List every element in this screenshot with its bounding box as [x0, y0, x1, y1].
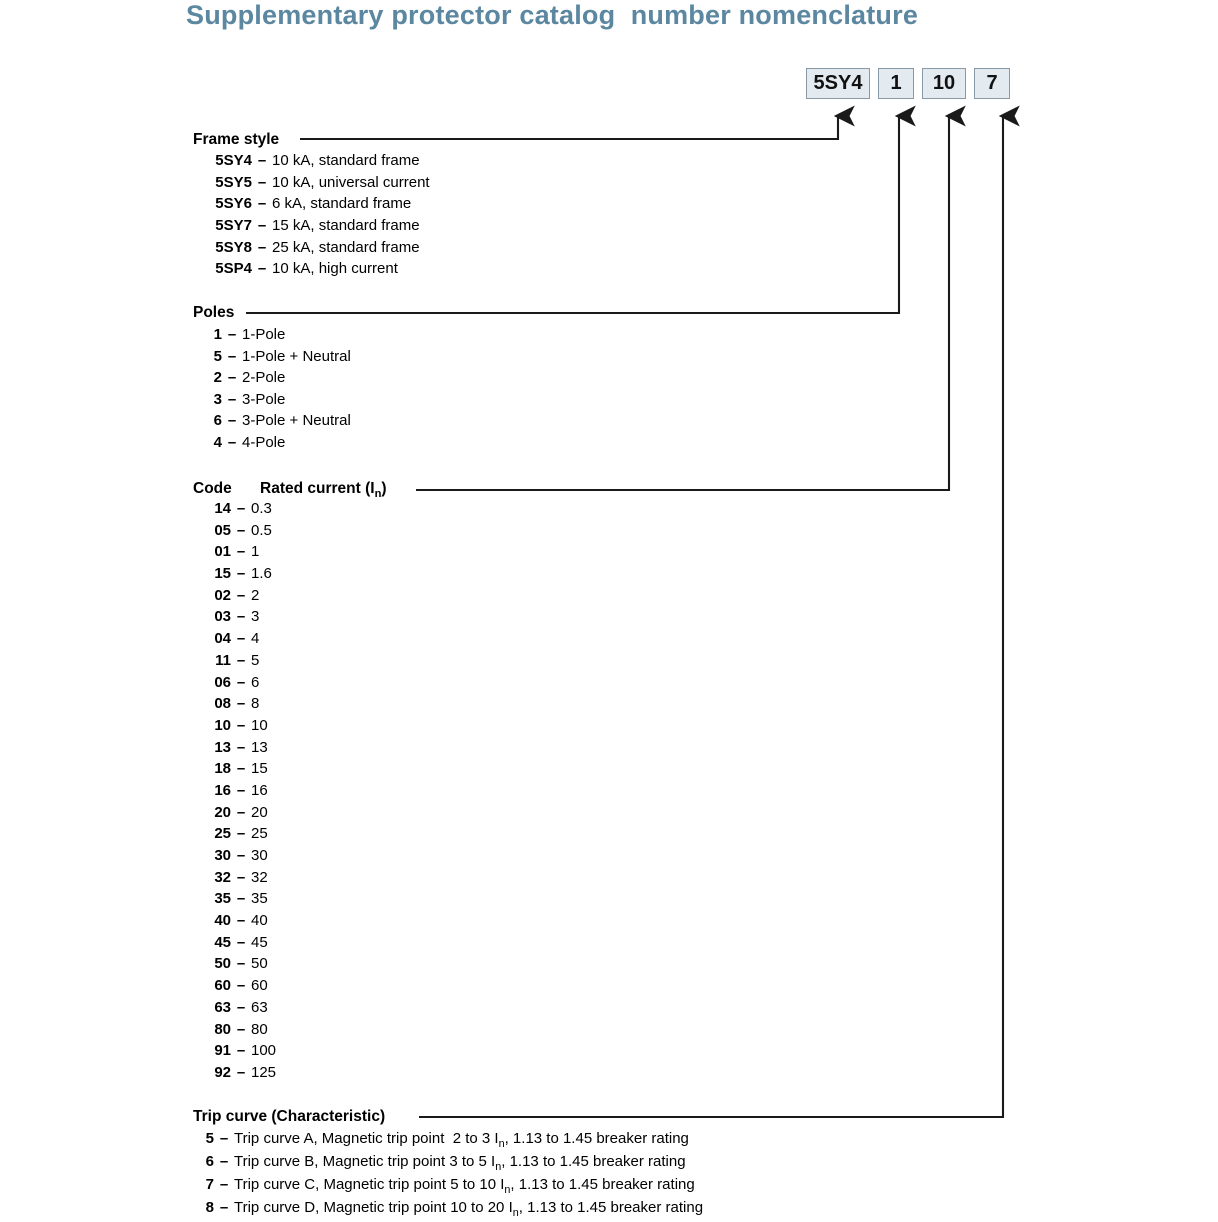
row-dash: –: [227, 412, 237, 430]
row-code: 5SY7: [215, 217, 252, 235]
row-value-post: , 1.13 to 1.45 breaker rating: [501, 1153, 686, 1170]
list-item: [205, 674, 276, 696]
row-code: 5SY6: [215, 195, 252, 213]
row-value: 50: [251, 955, 268, 973]
row-dash: –: [236, 500, 246, 517]
row-dash: –: [236, 716, 246, 734]
row-value: 80: [251, 1020, 268, 1038]
list-item: [205, 977, 276, 999]
list-item: [210, 391, 351, 413]
row-dash: –: [236, 781, 246, 799]
row-value: 8: [251, 695, 260, 713]
row-dash: –: [236, 998, 246, 1016]
row-code: 50: [214, 955, 231, 973]
list-item: [205, 739, 276, 761]
row-code: 91: [214, 1042, 231, 1060]
section-title-trip-curve: Trip curve (Characteristic): [193, 1108, 386, 1125]
row-value: [234, 1153, 686, 1173]
list-item: [205, 652, 276, 674]
row-code: 10: [214, 716, 231, 734]
list-item: [205, 847, 276, 869]
row-value: 1-Pole: [242, 326, 286, 343]
row-code: 02: [214, 586, 231, 604]
row-value: 10 kA, high current: [272, 260, 398, 278]
row-dash: –: [236, 868, 246, 886]
list-item: [210, 348, 351, 370]
poles-rows: [210, 326, 351, 456]
row-value-pre: Trip curve B, Magnetic trip point 3 to 5 I: [234, 1153, 496, 1170]
row-code: 30: [214, 847, 231, 864]
list-item: [205, 1042, 276, 1064]
row-dash: –: [236, 543, 246, 561]
row-dash: –: [227, 433, 237, 451]
row-code: 18: [214, 760, 231, 778]
row-code: 11: [215, 651, 231, 669]
row-code: 25: [214, 825, 231, 843]
row-value-pre: Trip curve C, Magnetic trip point 5 to 10 I: [234, 1176, 505, 1193]
list-item: [205, 695, 276, 717]
row-value: 20: [251, 803, 268, 821]
row-code: 80: [214, 1020, 231, 1038]
rated-current-rows: [205, 500, 276, 1086]
row-value: 0.5: [251, 521, 272, 539]
row-code: 40: [214, 912, 231, 930]
list-item: [210, 217, 430, 239]
catalog-box-poles: 1: [878, 68, 914, 99]
list-item: [205, 522, 276, 544]
row-code: 13: [214, 738, 231, 756]
row-value: 30: [251, 847, 268, 864]
row-dash: –: [236, 955, 246, 973]
row-dash: –: [236, 825, 246, 843]
row-code: 4: [213, 433, 222, 451]
list-item: [210, 239, 430, 261]
frame-style-rows: [210, 152, 430, 282]
row-code: 32: [214, 868, 231, 886]
row-value: 3-Pole + Neutral: [242, 412, 351, 430]
row-code: 5SY4: [215, 152, 252, 169]
row-value-pre: Trip curve D, Magnetic trip point 10 to 20 I: [234, 1199, 513, 1216]
row-dash: –: [236, 521, 246, 539]
list-item: [210, 434, 351, 456]
catalog-number-boxes: [806, 68, 1010, 99]
list-item: [205, 912, 276, 934]
row-code: 5: [205, 1130, 214, 1147]
list-item: [205, 869, 276, 891]
row-code: 03: [214, 608, 231, 626]
row-code: 06: [214, 673, 231, 691]
row-dash: –: [236, 630, 246, 648]
list-item: [205, 565, 276, 587]
row-code: 1: [213, 326, 222, 343]
list-item: [200, 1153, 703, 1176]
row-value-post: , 1.13 to 1.45 breaker rating: [510, 1176, 695, 1193]
row-code: 60: [214, 977, 231, 995]
list-item: [205, 717, 276, 739]
row-dash: –: [227, 347, 237, 365]
row-code: 5SP4: [215, 260, 252, 278]
row-dash: –: [236, 912, 246, 930]
row-code: 35: [214, 890, 231, 908]
row-value-subscript: n: [512, 1207, 519, 1219]
row-dash: –: [257, 195, 267, 213]
list-item: [210, 326, 351, 348]
row-code: 8: [205, 1199, 214, 1216]
row-dash: –: [236, 651, 246, 669]
row-value: 3-Pole: [242, 390, 286, 408]
row-code: 45: [214, 933, 231, 951]
row-value: 10 kA, standard frame: [272, 152, 420, 169]
row-value: [234, 1130, 689, 1150]
row-value: 1: [251, 543, 260, 561]
row-dash: –: [257, 260, 267, 278]
row-value: 0.3: [251, 500, 272, 517]
row-value: 2-Pole: [242, 369, 286, 387]
row-value-subscript: n: [498, 1138, 505, 1150]
row-value: 35: [251, 890, 268, 908]
row-code: 2: [213, 369, 222, 387]
row-code: 14: [214, 500, 231, 517]
list-item: [200, 1199, 703, 1222]
trip-curve-rows: [200, 1130, 703, 1222]
row-dash: –: [219, 1130, 229, 1147]
row-dash: –: [236, 1020, 246, 1038]
list-item: [210, 412, 351, 434]
row-dash: –: [257, 152, 267, 169]
row-dash: –: [236, 695, 246, 713]
list-item: [205, 999, 276, 1021]
row-value: [234, 1176, 695, 1196]
row-code: 7: [205, 1176, 214, 1193]
row-dash: –: [257, 238, 267, 256]
catalog-box-frame-style: 5SY4: [806, 68, 870, 99]
row-value: 1-Pole + Neutral: [242, 347, 351, 365]
row-value: 32: [251, 868, 268, 886]
list-item: [205, 804, 276, 826]
row-value: 1.6: [251, 565, 272, 583]
row-value: 25: [251, 825, 268, 843]
row-value: 100: [251, 1042, 277, 1060]
row-value: 4-Pole: [242, 433, 286, 451]
row-code: 5SY5: [215, 173, 252, 191]
row-dash: –: [236, 1063, 246, 1081]
list-item: [205, 955, 276, 977]
row-value: 2: [251, 586, 260, 604]
row-dash: –: [227, 390, 237, 408]
row-value-subscript: n: [504, 1184, 511, 1196]
list-item: [210, 260, 430, 282]
row-value-post: , 1.13 to 1.45 breaker rating: [518, 1199, 704, 1216]
row-value-subscript: n: [495, 1161, 502, 1173]
row-value: 16: [251, 781, 268, 799]
list-item: [205, 587, 276, 609]
rated-current-header-subscript: n: [374, 488, 382, 501]
row-value: 10: [251, 716, 268, 734]
catalog-box-rated-current: 10: [922, 68, 966, 99]
row-dash: –: [236, 847, 246, 864]
row-value: 63: [251, 998, 268, 1016]
row-value: 15 kA, standard frame: [272, 217, 420, 235]
list-item: [200, 1176, 703, 1199]
row-dash: –: [236, 760, 246, 778]
list-item: [210, 152, 430, 174]
row-value: 40: [251, 912, 268, 930]
row-dash: –: [236, 738, 246, 756]
row-dash: –: [236, 565, 246, 583]
row-dash: –: [227, 369, 237, 387]
row-value: 10 kA, universal current: [272, 173, 430, 191]
row-dash: –: [219, 1153, 229, 1170]
row-dash: –: [227, 326, 237, 343]
section-title-frame-style: Frame style: [193, 131, 280, 148]
row-value: [234, 1199, 703, 1219]
row-value-pre: Trip curve A, Magnetic trip point 2 to 3 I: [234, 1130, 499, 1147]
rated-current-header-code: Code: [193, 480, 232, 497]
row-value: 60: [251, 977, 268, 995]
row-value: 45: [251, 933, 268, 951]
row-code: 92: [214, 1063, 231, 1081]
row-code: 20: [214, 803, 231, 821]
list-item: [205, 934, 276, 956]
list-item: [205, 1064, 276, 1086]
list-item: [205, 543, 276, 565]
row-code: 05: [214, 521, 231, 539]
row-dash: –: [236, 1042, 246, 1060]
row-dash: –: [257, 217, 267, 235]
row-code: 5SY8: [215, 238, 252, 256]
row-code: 5: [213, 347, 222, 365]
row-value: 15: [251, 760, 268, 778]
row-code: 6: [213, 412, 222, 430]
row-value: 6 kA, standard frame: [272, 195, 412, 213]
catalog-box-trip-curve: 7: [974, 68, 1010, 99]
list-item: [205, 630, 276, 652]
row-code: 04: [214, 630, 231, 648]
row-value: 4: [251, 630, 260, 648]
row-code: 6: [205, 1153, 214, 1170]
section-title-rated-current: [193, 480, 387, 500]
list-item: [205, 825, 276, 847]
row-code: 16: [214, 781, 231, 799]
list-item: [200, 1130, 703, 1153]
section-title-poles: Poles: [193, 304, 235, 321]
row-code: 63: [214, 998, 231, 1016]
row-code: 01: [214, 543, 231, 561]
list-item: [205, 760, 276, 782]
list-item: [205, 1021, 276, 1043]
row-dash: –: [257, 173, 267, 191]
row-code: 08: [214, 695, 231, 713]
list-item: [210, 174, 430, 196]
row-dash: –: [236, 803, 246, 821]
list-item: [205, 500, 276, 522]
row-dash: –: [236, 890, 246, 908]
row-value: 3: [251, 608, 260, 626]
row-dash: –: [236, 608, 246, 626]
row-dash: –: [236, 933, 246, 951]
row-code: 3: [213, 390, 222, 408]
row-value: 5: [251, 651, 260, 669]
rated-current-header-tail: ): [381, 480, 387, 497]
page-title: Supplementary protector catalog number nomenclature: [186, 0, 919, 30]
row-value-post: , 1.13 to 1.45 breaker rating: [504, 1130, 689, 1147]
row-dash: –: [236, 673, 246, 691]
list-item: [210, 195, 430, 217]
row-dash: –: [219, 1176, 229, 1193]
row-code: 15: [214, 565, 231, 583]
list-item: [205, 608, 276, 630]
rated-current-header-label: Rated current (I: [260, 480, 375, 497]
row-value: 13: [251, 738, 268, 756]
row-value: 25 kA, standard frame: [272, 238, 420, 256]
list-item: [205, 782, 276, 804]
list-item: [205, 890, 276, 912]
row-dash: –: [236, 586, 246, 604]
list-item: [210, 369, 351, 391]
row-value: 6: [251, 673, 260, 691]
row-dash: –: [219, 1199, 229, 1216]
row-value: 125: [251, 1063, 277, 1081]
row-dash: –: [236, 977, 246, 995]
